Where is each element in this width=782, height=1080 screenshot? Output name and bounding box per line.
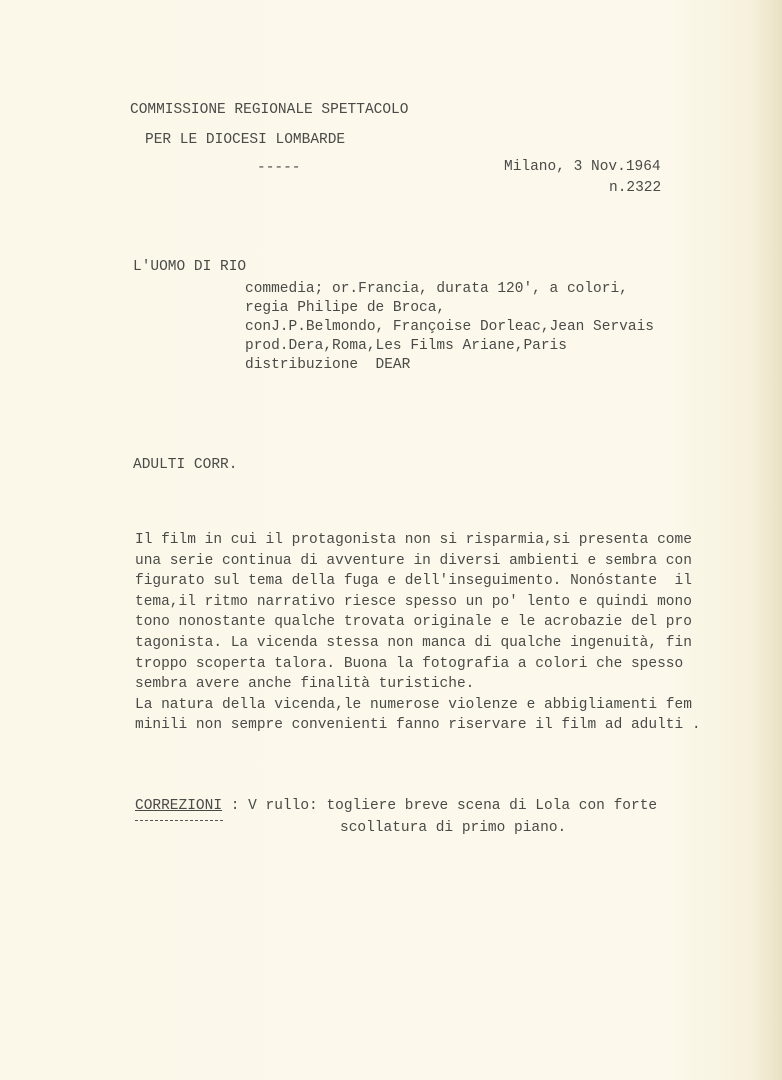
protocol-number: n.2322 [609, 180, 662, 196]
film-detail-line: commedia; or.Francia, durata 120', a colori, [245, 281, 628, 297]
corrections-separator: : [222, 798, 249, 814]
corrections-label: CORREZIONI [135, 798, 223, 814]
film-detail-line: conJ.P.Belmondo, Françoise Dorleac,Jean Servais [245, 319, 654, 335]
film-detail-line: prod.Dera,Roma,Les Films Ariane,Paris [245, 338, 567, 354]
review-line: La natura della vicenda,le numerose violenze e abbigliamenti fem [135, 696, 692, 713]
review-line: una serie continua di avventure in diversi ambienti e sembra con [135, 552, 692, 569]
review-line: tono nonostante qualche trovata originale e le acrobazie del pro [135, 614, 692, 631]
corrections-line2: scollatura di primo piano. [340, 820, 567, 836]
corrections-text: V rullo: togliere breve scena di Lola con forte [248, 798, 658, 814]
film-detail-line: regia Philipe de Broca, [245, 300, 446, 316]
review-paragraph [135, 530, 701, 736]
film-detail-line: distribuzione DEAR [245, 357, 411, 373]
corrections-underline [135, 820, 223, 821]
review-line: minili non sempre convenienti fanno riservare il film ad adulti . [135, 717, 701, 734]
review-line: tagonista. La vicenda stessa non manca di qualche ingenuità, fin [135, 634, 692, 651]
review-line: troppo scoperta talora. Buona la fotografia a colori che spesso [135, 655, 684, 672]
review-line: Il film in cui il protagonista non si risparmia,si presenta come [135, 532, 692, 548]
corrections-line1 [135, 797, 657, 815]
film-details [245, 280, 654, 375]
letterhead-line2: PER LE DIOCESI LOMBARDE [145, 132, 346, 148]
film-title: L'UOMO DI RIO [133, 259, 247, 275]
classification: ADULTI CORR. [133, 457, 238, 473]
review-line: figurato sul tema della fuga e dell'inseguimento. Nonóstante il [135, 573, 692, 590]
review-line: sembra avere anche finalità turistiche. [135, 676, 475, 693]
letterhead-separator: ----- [257, 160, 301, 176]
letterhead-line1: COMMISSIONE REGIONALE SPETTACOLO [130, 102, 409, 118]
date: Milano, 3 Nov.1964 [504, 159, 661, 175]
review-line: tema,il ritmo narrativo riesce spesso un po' lento e quindi mono [135, 593, 692, 610]
